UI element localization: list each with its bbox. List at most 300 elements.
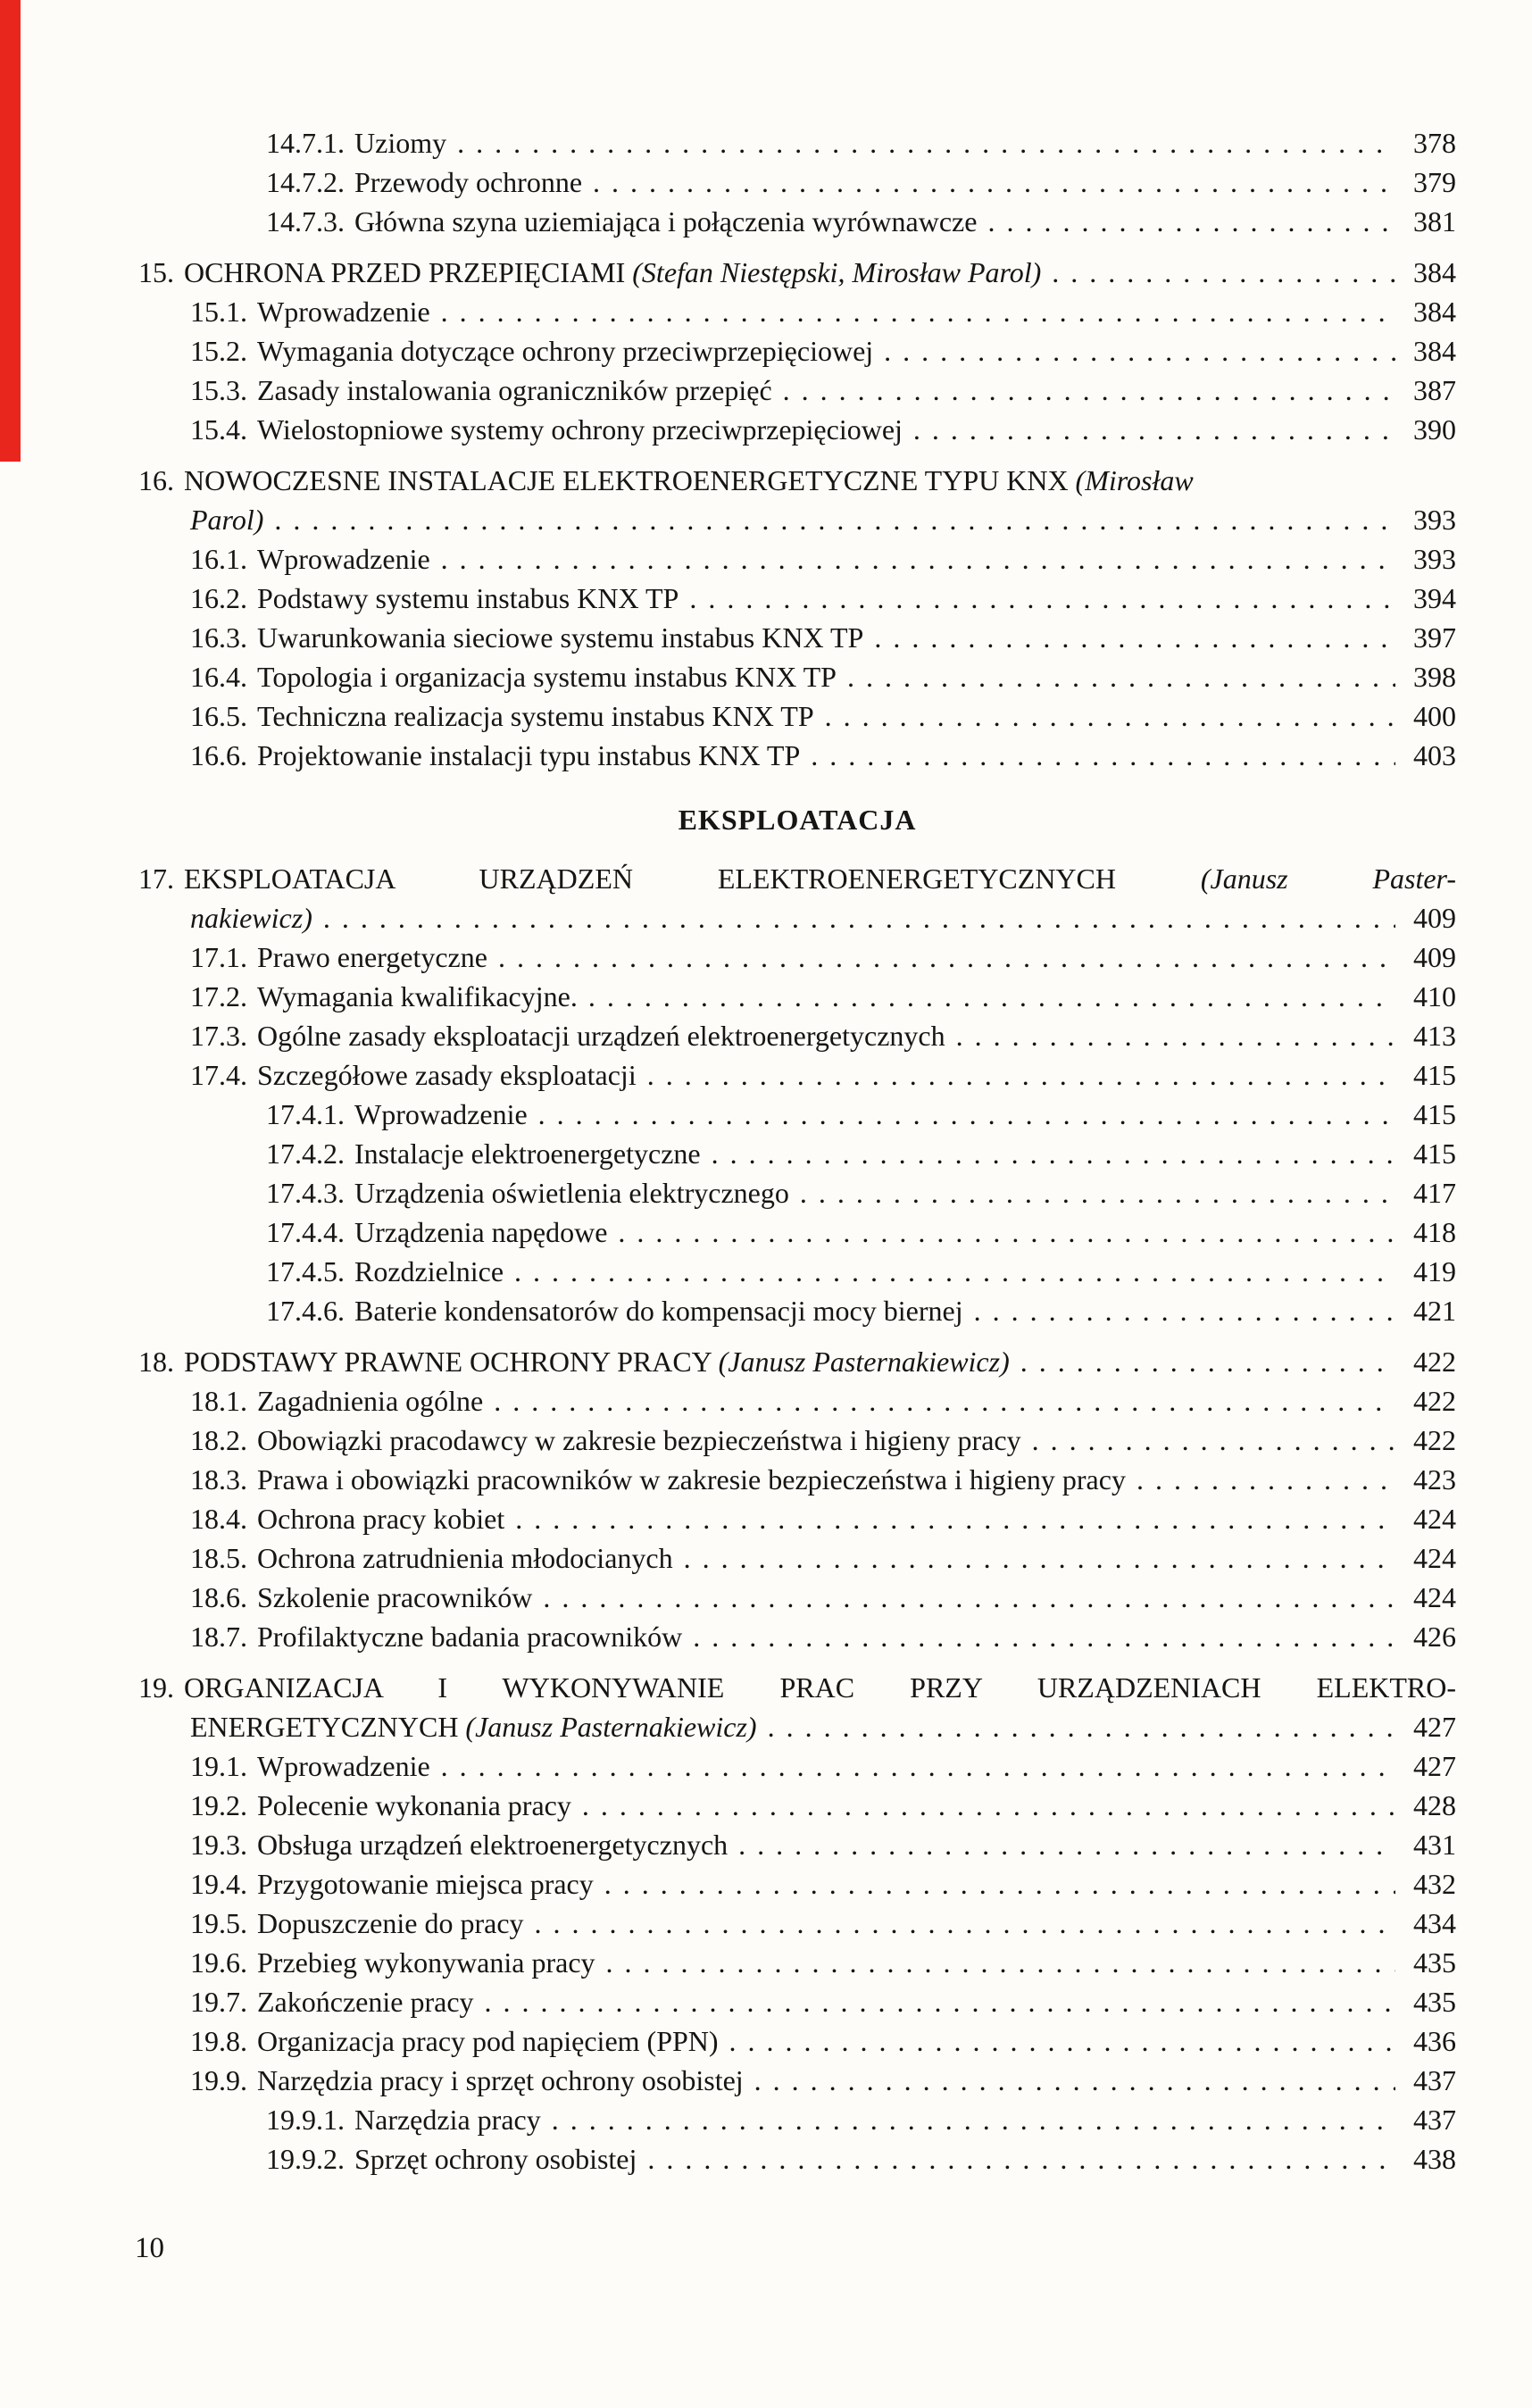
leader-dots <box>783 371 1395 410</box>
entry-title <box>257 2061 744 2100</box>
leader-dots <box>552 2100 1395 2139</box>
entry-number: 19.1. <box>190 1750 247 1782</box>
entry-author-italic: nakiewicz) <box>190 902 312 934</box>
entry-title-text: Uwarunkowania sieciowe systemu instabus KNX TP <box>257 621 864 654</box>
leader-dots <box>738 1825 1395 1864</box>
toc-entry-line <box>266 1212 1456 1252</box>
entry-page-number: 435 <box>1413 1986 1456 2018</box>
entry-page-number: 417 <box>1413 1177 1456 1209</box>
leader-dots <box>689 579 1395 618</box>
leader-dots <box>582 1786 1395 1825</box>
leader-dots <box>987 202 1395 241</box>
leader-dots <box>606 1943 1395 1982</box>
entry-title-text: Zakończenie pracy <box>257 1986 474 2018</box>
entry-page-number: 397 <box>1413 621 1456 654</box>
entry-number: 17.3. <box>190 1020 247 1052</box>
toc-entry-line <box>190 1460 1456 1499</box>
toc-entry <box>138 1342 1456 1381</box>
leader-dots <box>441 539 1395 579</box>
toc-entry <box>138 162 1456 202</box>
toc-entry-line <box>266 162 1456 202</box>
entry-number: 17. <box>138 862 174 895</box>
entry-author-italic: (Janusz Paster- <box>1200 862 1456 895</box>
entry-title <box>257 539 430 579</box>
entry-number: 18.7. <box>190 1621 247 1653</box>
leader-dots <box>647 1055 1395 1095</box>
entry-number: 17.2. <box>190 980 247 1012</box>
entry-title-text: Obsługa urządzeń elektroenergetycznych <box>257 1829 729 1861</box>
toc-entry <box>138 1421 1456 1460</box>
entry-title-text: OCHRONA PRZED PRZEPIĘCIAMI <box>184 256 633 288</box>
toc-entry <box>138 1746 1456 1786</box>
entry-title <box>257 371 772 410</box>
toc-entry-line <box>138 1342 1456 1381</box>
toc-entry <box>138 736 1456 775</box>
entry-number: 15.3. <box>190 374 247 406</box>
entry-page-number: 378 <box>1413 127 1456 159</box>
entry-page-number: 393 <box>1413 504 1456 536</box>
entry-number: 18.4. <box>190 1503 247 1535</box>
entry-title <box>184 1342 1010 1381</box>
toc-entry-line <box>190 1904 1456 1943</box>
leader-dots <box>647 2139 1395 2179</box>
entry-number: 17.4.3. <box>266 1177 345 1209</box>
leader-dots <box>1137 1460 1395 1499</box>
entry-page-number: 381 <box>1413 205 1456 237</box>
toc-entry-line <box>266 202 1456 241</box>
toc-entry-line <box>266 123 1456 162</box>
entry-title-text: Ochrona zatrudnienia młodocianych <box>257 1542 673 1574</box>
entry-title <box>354 1212 607 1252</box>
entry-title <box>257 410 903 449</box>
leader-dots <box>693 1617 1395 1656</box>
entry-number: 19.5. <box>190 1907 247 1939</box>
entry-number: 14.7.1. <box>266 127 345 159</box>
toc-entry-line <box>190 1578 1456 1617</box>
entry-title <box>257 579 679 618</box>
entry-title <box>257 1381 483 1421</box>
entry-title-text: Dopuszczenie do pracy <box>257 1907 524 1939</box>
entry-title <box>257 1617 682 1656</box>
entry-title-text: Ogólne zasady eksploatacji urządzeń elektroenergetycznych <box>257 1020 945 1052</box>
entry-title <box>354 2100 541 2139</box>
entry-number: 19.9.1. <box>266 2104 345 2136</box>
entry-page-number: 415 <box>1413 1137 1456 1170</box>
entry-number: 16.4. <box>190 661 247 693</box>
entry-number: 17.1. <box>190 941 247 973</box>
entry-page-number: 384 <box>1413 335 1456 367</box>
toc-entry-line <box>138 898 1456 937</box>
entry-title <box>257 1825 728 1864</box>
entry-number: 16.3. <box>190 621 247 654</box>
toc-entry-line <box>190 2021 1456 2061</box>
entry-title-text: Urządzenia oświetlenia elektrycznego <box>354 1177 789 1209</box>
entry-number: 19.9.2. <box>266 2143 345 2175</box>
table-of-contents <box>138 123 1456 2179</box>
entry-number: 15. <box>138 256 174 288</box>
entry-page-number: 384 <box>1413 296 1456 328</box>
entry-title-text: Wymagania kwalifikacyjne. <box>257 980 578 1012</box>
entry-page-number: 424 <box>1413 1542 1456 1574</box>
entry-title <box>257 1864 594 1904</box>
toc-entry <box>138 1617 1456 1656</box>
entry-page-number: 379 <box>1413 166 1456 198</box>
toc-entry <box>138 410 1456 449</box>
toc-entry-line <box>266 1291 1456 1330</box>
toc-entry-line <box>190 371 1456 410</box>
entry-author-italic: Parol) <box>190 504 264 536</box>
entry-title-text: Sprzęt ochrony osobistej <box>354 2143 637 2175</box>
entry-number: 18.5. <box>190 1542 247 1574</box>
entry-number: 16.5. <box>190 700 247 732</box>
leader-dots <box>498 937 1395 977</box>
entry-title <box>257 1460 1126 1499</box>
entry-title <box>354 202 977 241</box>
entry-title <box>257 1055 637 1095</box>
entry-title-text: NOWOCZESNE INSTALACJE ELEKTROENERGETYCZNE TYPU KNX <box>184 464 1076 496</box>
leader-dots <box>604 1864 1395 1904</box>
toc-entry-line <box>190 1016 1456 1055</box>
entry-page-number: 428 <box>1413 1789 1456 1821</box>
entry-title <box>354 1252 504 1291</box>
entry-title <box>354 1173 789 1212</box>
entry-number: 19.6. <box>190 1946 247 1979</box>
entry-page-number: 434 <box>1413 1907 1456 1939</box>
entry-title-text: Przewody ochronne <box>354 166 583 198</box>
entry-page-number: 394 <box>1413 582 1456 614</box>
toc-entry <box>138 1212 1456 1252</box>
entry-page-number: 403 <box>1413 739 1456 771</box>
toc-entry-line <box>190 736 1456 775</box>
entry-title-text: Polecenie wykonania pracy <box>257 1789 571 1821</box>
entry-page-number: 422 <box>1413 1346 1456 1378</box>
entry-title <box>190 500 263 539</box>
entry-title <box>184 253 1041 292</box>
leader-dots <box>754 2061 1395 2100</box>
entry-title <box>257 977 578 1016</box>
entry-title-text: Profilaktyczne badania pracowników <box>257 1621 683 1653</box>
leader-dots <box>1032 1421 1395 1460</box>
toc-entry-line <box>266 2100 1456 2139</box>
toc-entry <box>138 1864 1456 1904</box>
leader-dots <box>514 1252 1395 1291</box>
entry-title <box>257 657 837 696</box>
entry-page-number: 409 <box>1413 902 1456 934</box>
toc-entry <box>138 618 1456 657</box>
entry-title <box>257 1538 673 1578</box>
toc-entry <box>138 579 1456 618</box>
entry-number: 17.4. <box>190 1059 247 1091</box>
entry-page-number: 424 <box>1413 1581 1456 1613</box>
entry-number: 16.1. <box>190 543 247 575</box>
toc-entry <box>138 202 1456 241</box>
leader-dots <box>323 898 1395 937</box>
toc-entry-line <box>190 1381 1456 1421</box>
leader-dots <box>684 1538 1395 1578</box>
entry-number: 18.1. <box>190 1385 247 1417</box>
toc-entry <box>138 331 1456 371</box>
entry-page-number: 400 <box>1413 700 1456 732</box>
toc-entry <box>138 2100 1456 2139</box>
toc-entry-line <box>138 253 1456 292</box>
toc-entry-line <box>190 1943 1456 1982</box>
entry-title <box>257 1578 532 1617</box>
entry-title <box>184 862 1456 895</box>
leader-dots <box>1052 253 1395 292</box>
toc-entry-line <box>138 859 1456 898</box>
leader-dots <box>457 123 1395 162</box>
entry-title <box>257 2021 719 2061</box>
leader-dots <box>729 2021 1395 2061</box>
entry-number: 19.4. <box>190 1868 247 1900</box>
leader-dots <box>884 331 1395 371</box>
entry-title-text: Przebieg wykonywania pracy <box>257 1946 595 1979</box>
entry-number: 19.2. <box>190 1789 247 1821</box>
toc-entry <box>138 1134 1456 1173</box>
entry-title-text: Baterie kondensatorów do kompensacji mocy biernej <box>354 1295 963 1327</box>
toc-entry <box>138 1668 1456 1746</box>
toc-entry-line <box>190 1982 1456 2021</box>
entry-page-number: 422 <box>1413 1385 1456 1417</box>
leader-dots <box>485 1982 1395 2021</box>
entry-title <box>354 162 582 202</box>
entry-number: 19. <box>138 1671 174 1704</box>
leader-dots <box>1020 1342 1395 1381</box>
entry-title-text: Projektowanie instalacji typu instabus KNX TP <box>257 739 801 771</box>
entry-title <box>257 696 814 736</box>
toc-entry <box>138 1786 1456 1825</box>
entry-page-number: 422 <box>1413 1424 1456 1456</box>
entry-title-text: Prawo energetyczne <box>257 941 487 973</box>
entry-title <box>257 1904 524 1943</box>
entry-title-text: Rozdzielnice <box>354 1255 504 1287</box>
toc-entry <box>138 1055 1456 1095</box>
toc-entry <box>138 1381 1456 1421</box>
toc-entry <box>138 657 1456 696</box>
entry-page-number: 390 <box>1413 413 1456 446</box>
entry-page-number: 437 <box>1413 2064 1456 2096</box>
entry-title <box>257 1982 474 2021</box>
entry-page-number: 427 <box>1413 1711 1456 1743</box>
entry-page-number: 387 <box>1413 374 1456 406</box>
leader-dots <box>593 162 1395 202</box>
toc-entry-line <box>190 657 1456 696</box>
entry-title <box>257 736 800 775</box>
entry-title-text: Ochrona pracy kobiet <box>257 1503 505 1535</box>
entry-title-text: Wymagania dotyczące ochrony przeciwprzepięciowej <box>257 335 874 367</box>
entry-title-text: Uziomy <box>354 127 447 159</box>
entry-title-text: Organizacja pracy pod napięciem (PPN) <box>257 2025 719 2057</box>
toc-entry-line <box>190 1421 1456 1460</box>
leader-dots <box>535 1904 1395 1943</box>
entry-title <box>257 618 863 657</box>
entry-number: 15.1. <box>190 296 247 328</box>
entry-title <box>257 1943 595 1982</box>
toc-entry-line <box>190 331 1456 371</box>
entry-page-number: 393 <box>1413 543 1456 575</box>
toc-entry-line <box>266 1173 1456 1212</box>
entry-page-number: 436 <box>1413 2025 1456 2057</box>
leader-dots <box>588 977 1395 1016</box>
entry-title-text: Instalacje elektroenergetyczne <box>354 1137 701 1170</box>
leader-dots <box>538 1095 1395 1134</box>
entry-title <box>184 461 1194 500</box>
entry-title-text: Zasady instalowania ograniczników przepięć <box>257 374 772 406</box>
toc-entry <box>138 1016 1456 1055</box>
leader-dots <box>800 1173 1395 1212</box>
toc-entry-line <box>190 1617 1456 1656</box>
leader-dots <box>811 736 1395 775</box>
page-number-footer: 10 <box>135 2232 164 2264</box>
leader-dots <box>515 1499 1395 1538</box>
entry-page-number: 435 <box>1413 1946 1456 1979</box>
leader-dots <box>847 657 1395 696</box>
entry-number: 19.9. <box>190 2064 247 2096</box>
entry-number: 18.3. <box>190 1463 247 1496</box>
entry-page-number: 438 <box>1413 2143 1456 2175</box>
toc-entry <box>138 2139 1456 2179</box>
toc-entry-line <box>190 1786 1456 1825</box>
entry-number: 18.6. <box>190 1581 247 1613</box>
entry-title <box>257 292 430 331</box>
leader-dots <box>712 1134 1395 1173</box>
entry-number: 16.6. <box>190 739 247 771</box>
entry-title-text: Obowiązki pracodawcy w zakresie bezpieczeństwa i higieny pracy <box>257 1424 1021 1456</box>
entry-title-text: Topologia i organizacja systemu instabus KNX TP <box>257 661 837 693</box>
entry-number: 15.2. <box>190 335 247 367</box>
toc-entry-line <box>190 696 1456 736</box>
entry-title-text: Przygotowanie miejsca pracy <box>257 1868 594 1900</box>
toc-entry <box>138 1173 1456 1212</box>
entry-page-number: 384 <box>1413 256 1456 288</box>
entry-title <box>354 2139 637 2179</box>
toc-entry-line <box>190 1825 1456 1864</box>
toc-entry <box>138 1578 1456 1617</box>
entry-title-text: Wprowadzenie <box>354 1098 528 1130</box>
toc-entry-line <box>138 461 1456 500</box>
entry-title-text: Główna szyna uziemiająca i połączenia wyrównawcze <box>354 205 978 237</box>
leader-dots <box>825 696 1395 736</box>
leader-dots <box>543 1578 1395 1617</box>
toc-entry <box>138 292 1456 331</box>
entry-page-number: 431 <box>1413 1829 1456 1861</box>
entry-title <box>257 1746 430 1786</box>
toc-entry <box>138 2061 1456 2100</box>
entry-number: 17.4.1. <box>266 1098 345 1130</box>
entry-title-text: ORGANIZACJA I WYKONYWANIE PRAC PRZY URZĄDZENIACH ELEKTRO- <box>184 1671 1456 1704</box>
entry-title-text: Wprowadzenie <box>257 1750 430 1782</box>
leader-dots <box>494 1381 1395 1421</box>
toc-entry-line <box>138 500 1456 539</box>
toc-entry <box>138 253 1456 292</box>
entry-page-number: 432 <box>1413 1868 1456 1900</box>
entry-title <box>190 1707 757 1746</box>
entry-title-text: Zagadnienia ogólne <box>257 1385 484 1417</box>
toc-entry <box>138 1904 1456 1943</box>
leader-dots <box>874 618 1395 657</box>
entry-number: 19.3. <box>190 1829 247 1861</box>
toc-entry-line <box>190 618 1456 657</box>
toc-entry <box>138 1460 1456 1499</box>
entry-number: 17.4.4. <box>266 1216 345 1248</box>
entry-number: 18. <box>138 1346 174 1378</box>
toc-entry-line <box>190 579 1456 618</box>
toc-entry <box>138 371 1456 410</box>
toc-entry-line <box>266 1134 1456 1173</box>
toc-entry-line <box>266 1095 1456 1134</box>
leader-dots <box>913 410 1395 449</box>
entry-page-number: 426 <box>1413 1621 1456 1653</box>
toc-entry <box>138 123 1456 162</box>
toc-entry-line <box>190 1538 1456 1578</box>
toc-entry <box>138 1982 1456 2021</box>
toc-entry-line <box>138 1707 1456 1746</box>
toc-entry-line <box>190 1864 1456 1904</box>
leader-dots <box>956 1016 1395 1055</box>
toc-entry-line <box>190 539 1456 579</box>
leader-dots <box>974 1291 1395 1330</box>
entry-author-italic: (Mirosław <box>1075 464 1194 496</box>
entry-number: 14.7.2. <box>266 166 345 198</box>
entry-page-number: 418 <box>1413 1216 1456 1248</box>
toc-entry <box>138 2021 1456 2061</box>
entry-title <box>354 1095 528 1134</box>
entry-page-number: 419 <box>1413 1255 1456 1287</box>
leader-dots <box>274 500 1395 539</box>
entry-page-number: 415 <box>1413 1059 1456 1091</box>
entry-number: 19.8. <box>190 2025 247 2057</box>
entry-title-text: Wprowadzenie <box>257 296 430 328</box>
entry-author-italic: (Stefan Niestępski, Mirosław Parol) <box>632 256 1042 288</box>
toc-entry <box>138 1252 1456 1291</box>
entry-title <box>184 1671 1456 1704</box>
toc-entry <box>138 1095 1456 1134</box>
leader-dots <box>618 1212 1395 1252</box>
entry-number: 16.2. <box>190 582 247 614</box>
entry-number: 17.4.5. <box>266 1255 345 1287</box>
entry-title-text: Podstawy systemu instabus KNX TP <box>257 582 679 614</box>
entry-title-text: PODSTAWY PRAWNE OCHRONY PRACY <box>184 1346 719 1378</box>
toc-entry <box>138 696 1456 736</box>
toc-entry-line <box>190 410 1456 449</box>
toc-entry-line <box>138 1668 1456 1707</box>
toc-entry <box>138 937 1456 977</box>
toc-entry-line <box>266 2139 1456 2179</box>
entry-page-number: 423 <box>1413 1463 1456 1496</box>
toc-entry-line <box>190 1055 1456 1095</box>
entry-page-number: 398 <box>1413 661 1456 693</box>
entry-page-number: 424 <box>1413 1503 1456 1535</box>
entry-title-text: Prawa i obowiązki pracowników w zakresie bezpieczeństwa i higieny pracy <box>257 1463 1126 1496</box>
entry-author-italic: (Janusz Pasternakiewicz) <box>465 1711 757 1743</box>
entry-page-number: 409 <box>1413 941 1456 973</box>
entry-title-text: ENERGETYCZNYCH <box>190 1711 466 1743</box>
entry-page-number: 410 <box>1413 980 1456 1012</box>
toc-entry <box>138 977 1456 1016</box>
section-heading: EKSPLOATACJA <box>678 804 917 836</box>
toc-entry-line <box>190 2061 1456 2100</box>
toc-entry <box>138 539 1456 579</box>
entry-page-number: 415 <box>1413 1098 1456 1130</box>
entry-number: 16. <box>138 464 174 496</box>
entry-title-text: Wielostopniowe systemy ochrony przeciwprzepięciowej <box>257 413 903 446</box>
entry-title <box>257 1421 1021 1460</box>
toc-entry <box>138 859 1456 937</box>
entry-number: 17.4.2. <box>266 1137 345 1170</box>
entry-title-text: Narzędzia pracy i sprzęt ochrony osobistej <box>257 2064 744 2096</box>
entry-number: 19.7. <box>190 1986 247 2018</box>
leader-dots <box>441 292 1395 331</box>
